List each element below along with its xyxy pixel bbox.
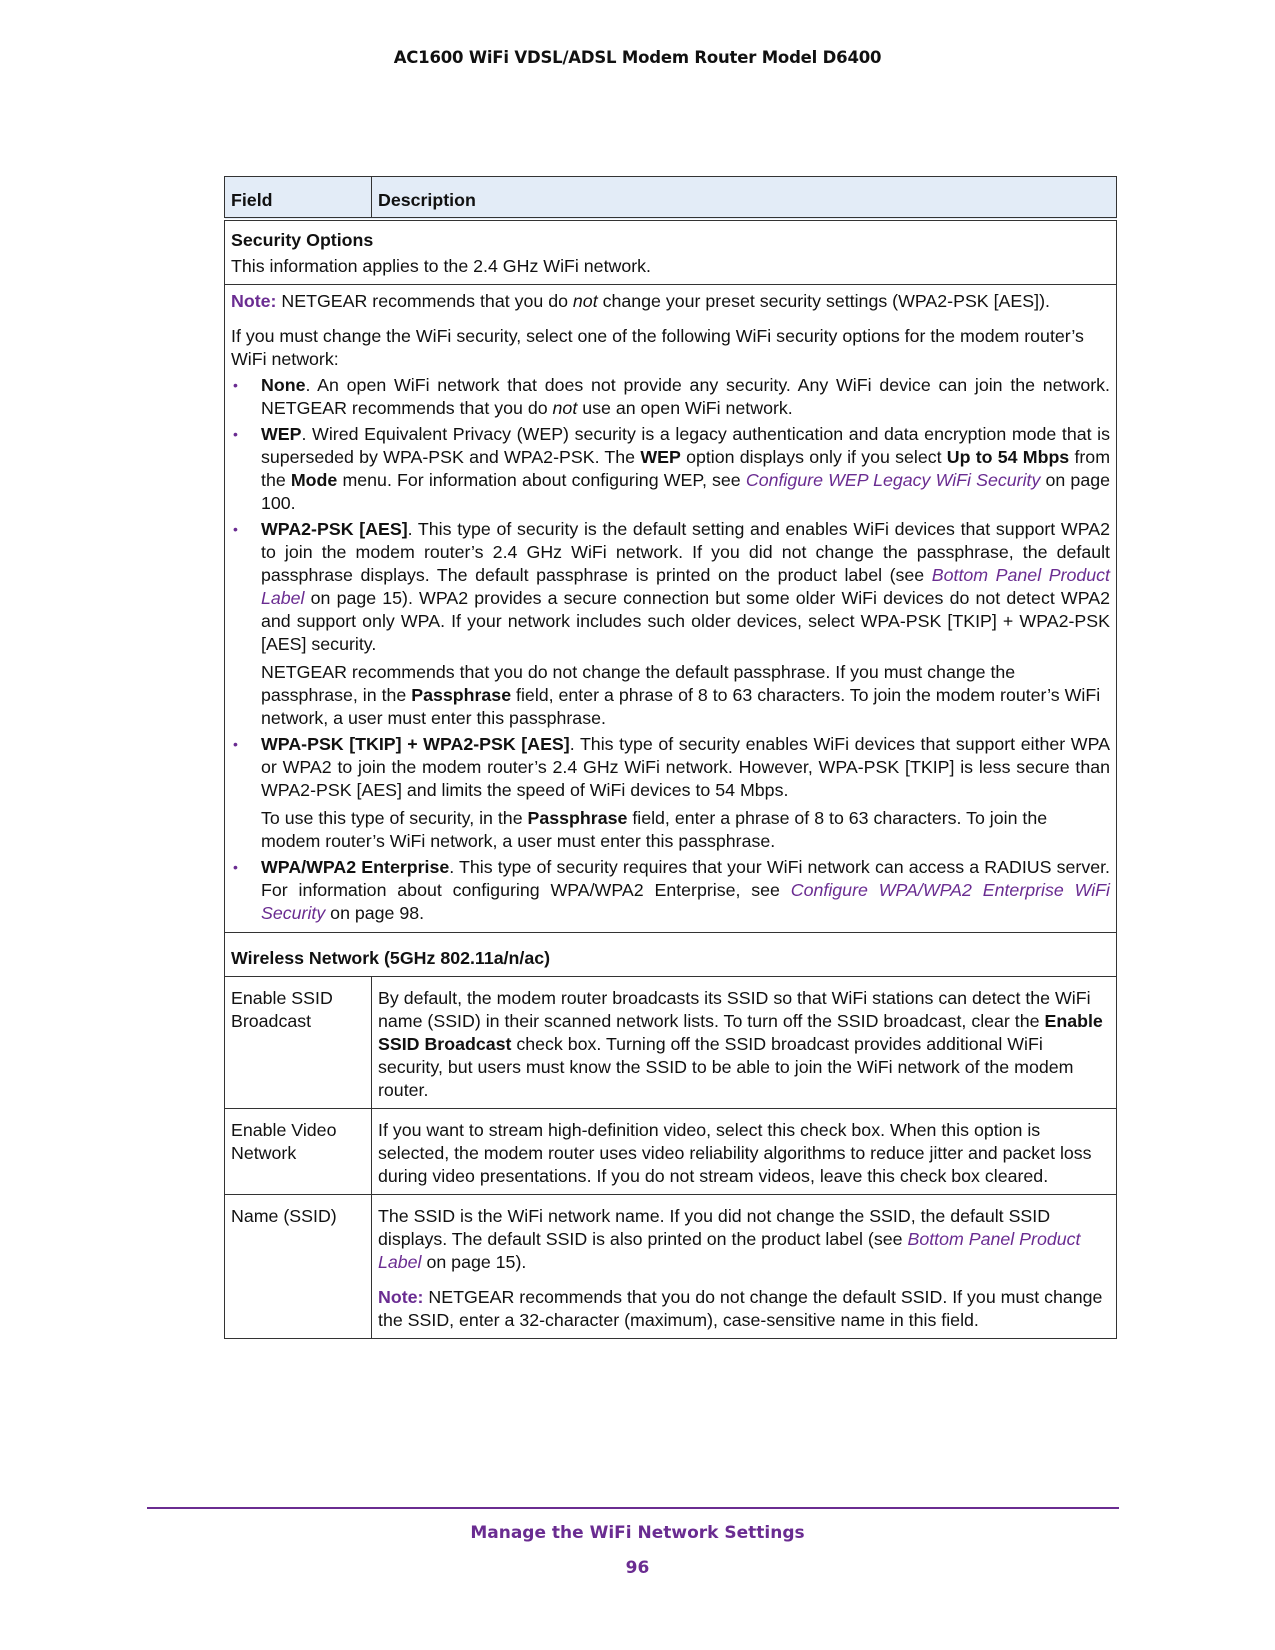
- text-run: use an open WiFi network.: [577, 398, 793, 418]
- bullet-icon: •: [233, 521, 238, 537]
- option-paragraph: [261, 374, 1110, 420]
- footer-divider: [147, 1507, 1119, 1509]
- option-paragraph: [261, 423, 1110, 515]
- option-paragraph: [261, 733, 1110, 802]
- description-paragraph: [378, 1119, 1110, 1188]
- text-run: By default, the modem router broadcasts its SSID so that WiFi stations can detect the WiFi name (SSID) in their scanned network lists. To turn off the SSID broadcast, clear the: [378, 988, 1091, 1031]
- cross-reference-link[interactable]: Bottom Panel Product Label: [261, 565, 1110, 608]
- security-note: [231, 290, 1110, 313]
- page-number: 96: [625, 1558, 650, 1578]
- text-run: not: [572, 291, 598, 311]
- field-name: Name (SSID): [225, 1195, 372, 1339]
- bullet-icon: •: [233, 426, 238, 442]
- text-run: field, enter a phrase of 8 to 63 characters. To join the modem router’s WiFi network, a user must enter this passphrase.: [261, 685, 1101, 728]
- text-run: WEP: [261, 424, 302, 444]
- security-option-item: [231, 733, 1110, 853]
- text-run: WPA-PSK [TKIP] + WPA2-PSK [AES]: [261, 734, 570, 754]
- cross-reference-link[interactable]: Configure WPA/WPA2 Enterprise WiFi Security: [261, 880, 1110, 923]
- text-run: . Wired Equivalent Privacy (WEP) security is a legacy authentication and data encryption mode that is superseded by WPA-PSK and WPA2-PSK. The: [261, 424, 1110, 467]
- text-run: from the: [261, 447, 1111, 490]
- field-description: [372, 977, 1117, 1109]
- text-run: WPA/WPA2 Enterprise: [261, 857, 450, 877]
- cross-reference-link[interactable]: Configure WEP Legacy WiFi Security: [745, 470, 1041, 490]
- security-section-row: [225, 219, 1117, 285]
- text-run: change your preset security settings (WPA2-PSK [AES]).: [597, 291, 1050, 311]
- text-run: Mode: [290, 470, 338, 490]
- security-option-item: [231, 423, 1110, 515]
- text-run: Passphrase: [527, 808, 628, 828]
- text-run: NETGEAR recommends that you do not change the default SSID. If you must change the SSID, enter a 32-character (maximum), case-sensitive name in this field.: [378, 1287, 1103, 1330]
- text-run: . This type of security enables WiFi devices that support either WPA or WPA2 to join the modem router’s 2.4 GHz WiFi network. However, WPA-PSK [TKIP] is less secure than WPA2-PSK [AES] and limits the speed of WiFi devices to 54 Mbps.: [261, 734, 1110, 800]
- description-paragraph: [378, 1205, 1110, 1274]
- option-paragraph: [261, 807, 1110, 853]
- table-row: [225, 1109, 1117, 1195]
- text-run: NETGEAR recommends that you do: [276, 291, 573, 311]
- cross-reference-link[interactable]: Bottom Panel Product Label: [378, 1229, 1081, 1272]
- text-run: field, enter a phrase of 8 to 63 characters. To join the modem router’s WiFi network, a user must enter this passphrase.: [261, 808, 1048, 851]
- text-run: To use this type of security, in the: [261, 808, 528, 828]
- text-run: on page 100.: [261, 470, 1110, 513]
- wireless-section-row: [225, 933, 1117, 977]
- note-label: Note:: [378, 1287, 424, 1307]
- running-header: AC1600 WiFi VDSL/ADSL Modem Router Model D6400: [393, 48, 882, 67]
- footer-section-title: Manage the WiFi Network Settings: [470, 1523, 805, 1543]
- text-run: . An open WiFi network that does not provide any security. Any WiFi device can join the network. NETGEAR recommends that you do: [261, 375, 1110, 418]
- text-run: menu. For information about configuring WEP, see: [337, 470, 746, 490]
- wireless-section-title: Wireless Network (5GHz 802.11a/n/ac): [225, 933, 1117, 977]
- table-row: [225, 1195, 1117, 1339]
- column-header-description: Description: [372, 177, 1117, 220]
- option-paragraph: [261, 856, 1110, 925]
- option-paragraph: [261, 518, 1110, 656]
- text-run: Up to 54 Mbps: [946, 447, 1070, 467]
- text-run: NETGEAR recommends that you do not change the default passphrase. If you must change the passphrase, in the: [261, 662, 1016, 705]
- text-run: option displays only if you select: [680, 447, 947, 467]
- field-name: Enable Video Network: [225, 1109, 372, 1195]
- text-run: on page 15).: [421, 1252, 527, 1272]
- note-label: Note:: [231, 291, 277, 311]
- text-run: on page 98.: [325, 903, 425, 923]
- description-paragraph: [378, 1286, 1110, 1332]
- text-run: . This type of security is the default setting and enables WiFi devices that support WPA2 to join the modem router’s 2.4 GHz WiFi network. If you did not change the passphrase, the default passphrase displays. The default passphrase is printed on the product label (see: [261, 519, 1110, 585]
- section-title: Security Options: [231, 230, 374, 250]
- bullet-icon: •: [233, 736, 238, 752]
- text-run: If you want to stream high-definition video, select this check box. When this option is selected, the modem router uses video reliability algorithms to reduce jitter and packet loss during video presentations. If you do not stream videos, leave this check box cleared.: [378, 1120, 1092, 1186]
- option-paragraph: [261, 661, 1110, 730]
- text-run: on page 15). WPA2 provides a secure connection but some older WiFi devices do not detect WPA2 and support only WPA. If your network includes such older devices, select WPA-PSK [TKIP] + WPA2-PSK [AES] security.: [261, 588, 1110, 654]
- bullet-icon: •: [233, 859, 238, 875]
- column-header-field: Field: [225, 177, 372, 220]
- security-options-list: [231, 374, 1110, 925]
- security-option-item: [231, 374, 1110, 420]
- security-option-item: [231, 518, 1110, 730]
- text-run: WEP: [640, 447, 681, 467]
- text-run: WPA2-PSK [AES]: [261, 519, 408, 539]
- text-run: not: [552, 398, 578, 418]
- text-run: None: [261, 375, 306, 395]
- table-header-row: [225, 177, 1117, 220]
- security-options-row: [225, 285, 1117, 933]
- table-row: [225, 977, 1117, 1109]
- text-run: Passphrase: [411, 685, 512, 705]
- section-subtitle: This information applies to the 2.4 GHz WiFi network.: [231, 256, 651, 276]
- bullet-icon: •: [233, 377, 238, 393]
- description-paragraph: [378, 987, 1110, 1102]
- text-run: Enable SSID Broadcast: [378, 1011, 1103, 1054]
- field-description: [372, 1195, 1117, 1339]
- text-run: If you must change the WiFi security, select one of the following WiFi security options for the modem router’s WiFi network:: [231, 326, 1084, 369]
- field-description: [372, 1109, 1117, 1195]
- field-name: Enable SSID Broadcast: [225, 977, 372, 1109]
- security-intro: [231, 325, 1110, 371]
- security-option-item: [231, 856, 1110, 925]
- text-run: . This type of security requires that your WiFi network can access a RADIUS server. For information about configuring WPA/WPA2 Enterprise, see: [261, 857, 1110, 900]
- field-description-table: [224, 176, 1117, 1339]
- text-run: The SSID is the WiFi network name. If you did not change the SSID, the default SSID displays. The default SSID is also printed on the product label (see: [378, 1206, 1051, 1249]
- text-run: check box. Turning off the SSID broadcast provides additional WiFi security, but users must know the SSID to be able to join the WiFi network of the modem router.: [378, 1034, 1074, 1100]
